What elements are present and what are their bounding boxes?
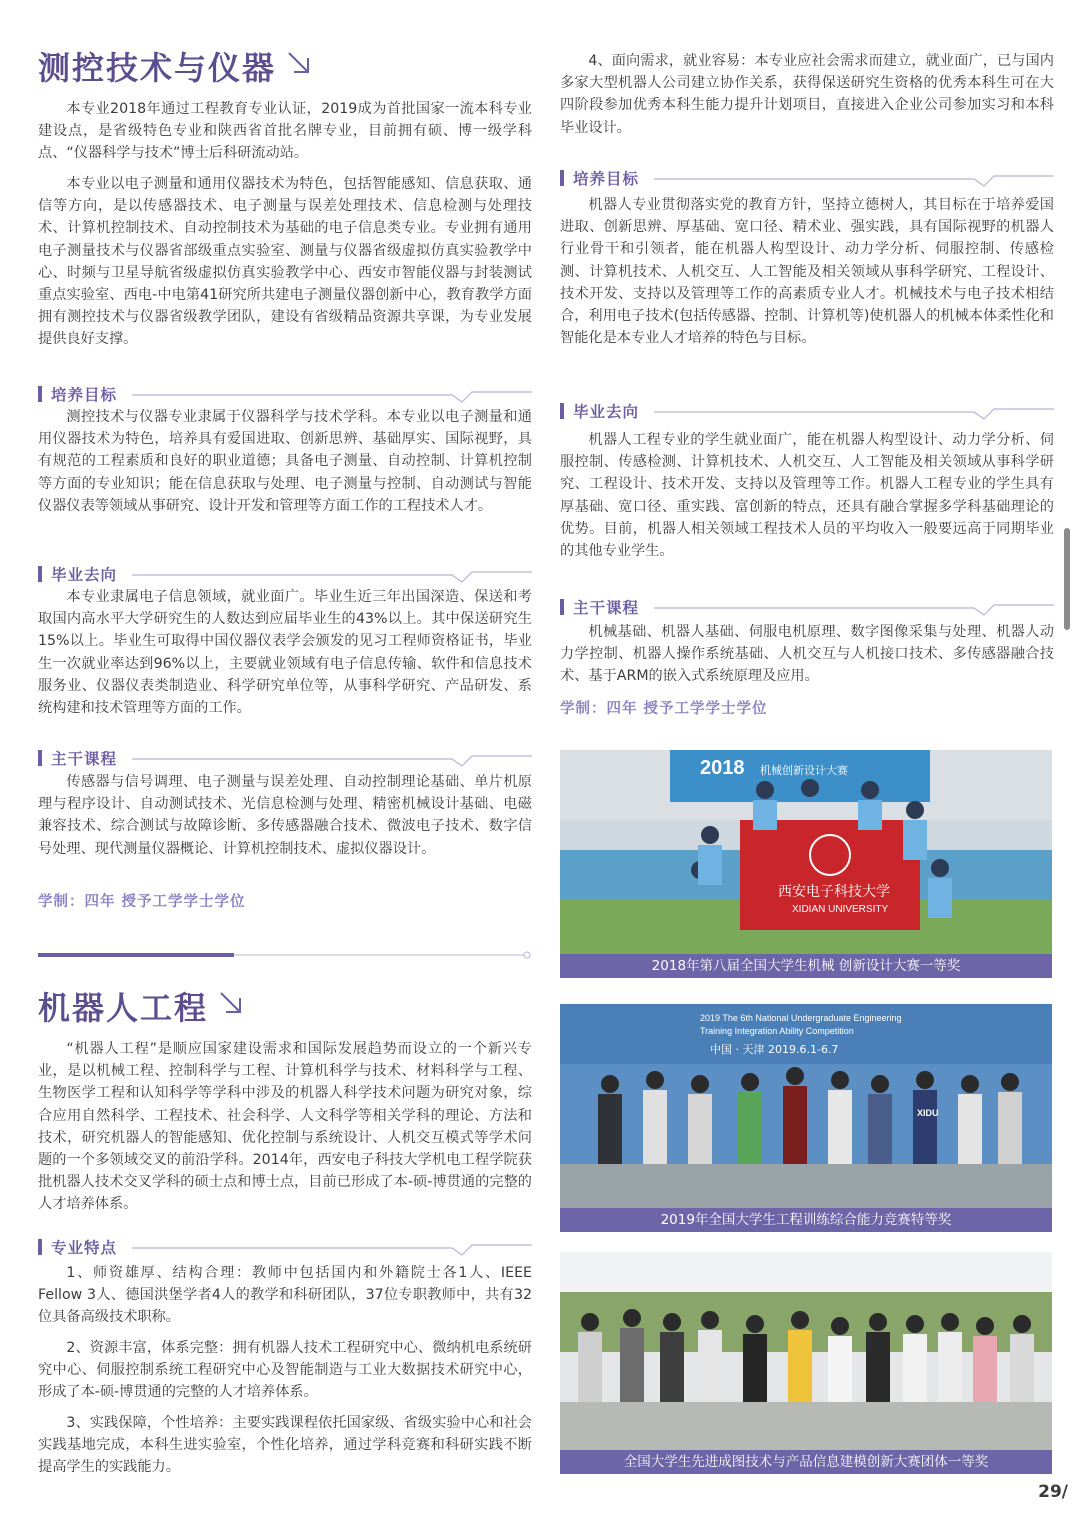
photo-caption: 2018年第八届全国大学生机械 创新设计大赛一等奖	[560, 954, 1052, 978]
award-photo	[560, 750, 1052, 978]
banner-text: 2019 The 6th National Undergraduate Engineering	[700, 1013, 902, 1023]
major-title-measurement	[38, 48, 312, 88]
section-text: 机械基础、机器人基础、伺服电机原理、数字图像采集与处理、机器人动力学控制、机器人操作系统基础、人机交互与人机接口技术、多传感器融合技术、基于ARM的嵌入式系统原理及应用。	[560, 624, 1054, 685]
section-rule-icon	[132, 750, 532, 768]
feature-paragraph: 2、资源丰富，体系完整：拥有机器人技术工程研究中心、微纳机电系统研究中心、伺服控制系统工程研究中心及智能制造与工业大数据技术研究中心，形成了本-硕-博贯通的完整的人才培养体系。	[38, 1340, 532, 1401]
award-photo-scene	[560, 750, 1052, 954]
major-title-text: 机器人工程	[38, 989, 209, 1027]
feature-paragraph: 3、实践保障，个性培养：主要实践课程依托国家级、省级实验中心和社会实践基地完成，本科生进实验室，个性化培养，通过学科竞赛和科研实践不断提高学生的实践能力。	[38, 1415, 532, 1476]
section-rule-icon	[132, 566, 532, 584]
section-rule-icon	[132, 1239, 532, 1257]
page-number: 29/	[1038, 1482, 1068, 1502]
photo-caption: 全国大学生先进成图技术与产品信息建模创新大赛团体一等奖	[560, 1450, 1052, 1474]
feature-paragraph: 1、师资雄厚、结构合理：教师中包括国内和外籍院士各1人、IEEE Fellow 3人、德国洪堡学者4人的教学和科研团队，37位专职教师中，共有32位具备高级技术职称。	[38, 1265, 532, 1326]
arrow-down-right-icon	[286, 48, 312, 88]
section-label: 培养目标	[51, 386, 118, 404]
section-header	[38, 747, 532, 769]
duration-degree: 学制：四年 授予工学学士学位	[560, 701, 768, 717]
robot-intro: “机器人工程”是顺应国家建设需求和国际发展趋势而设立的一个新兴专业，是以机械工程、控制科学与工程、计算机科学与技术、材料科学与工程、生物医学工程和认知科学等学科中涉及的机器人科学技术问题为研究对象，综合应用自然科学、工程技术、社会科学、人文科学等相关学科的理论、方法和技术，研究机器人的智能感知、优化控制与系统设计、人机交互模式等学术问题的一个多领域交叉的前沿学科。2014年，西安电子科技大学机电工程学院获批机器人技术交叉学科的硕士点和博士点，目前已形成了本-硕-博贯通的完整的人才培养体系。	[38, 1041, 532, 1213]
section-text: 本专业隶属电子信息领域，就业面广。毕业生近三年出国深造、保送和考取国内高水平大学研究生的人数达到应届毕业生的43%以上。其中保送研究生15%以上。毕业生可取得中国仪器仪表学会颁发的见习工程师资格证书，毕业生一次就业率达到96%以上，主要就业领域有电子信息传输、软件和信息技术服务业、仪器仪表类制造业、科学研究单位等，从事科学研究、产品研发、系统构建和技术管理等方面的工作。	[38, 589, 532, 717]
section-header	[560, 596, 1054, 618]
banner-subtitle: Training Integration Ability Competition	[700, 1026, 854, 1036]
section-bar	[38, 386, 42, 402]
section-text: 测控技术与仪器专业隶属于仪器科学与技术学科。本专业以电子测量和通用仪器技术为特色，培养具有爱国进取、创新思辨、基础厚实、国际视野，具有规范的工程素质和良好的职业道德；具备电子测量、自动控制、计算机控制等方面的专业知识；能在信息获取与处理、电子测量与控制、自动测试与智能仪器仪表等领域从事研究、设计开发和管理等方面工作的工程技术人才。	[38, 409, 532, 514]
section-label: 主干课程	[51, 750, 118, 768]
scrollbar[interactable]	[1064, 528, 1070, 630]
section-bar	[560, 599, 564, 615]
section-rule-icon	[132, 386, 532, 404]
award-photo-scene	[560, 1252, 1052, 1450]
section-rule-icon	[654, 403, 1054, 421]
section-rule-icon	[654, 170, 1054, 188]
banner-subtitle: 机械创新设计大赛	[760, 765, 848, 777]
section-text: 机器人工程专业的学生就业面广，能在机器人构型设计、动力学分析、伺服控制、传感检测、计算机技术、人机交互、人工智能及相关领域从事科学研究、工程设计、技术开发、支持以及管理等工作。机器人工程专业的学生具有厚基础、宽口径、重实践、富创新的特点，还具有融合掌握多学科基础理论的优势。目前，机器人相关领域工程技术人员的平均收入一般要远高于同期毕业的其他专业学生。	[560, 432, 1054, 560]
section-bar	[38, 566, 42, 582]
major-title-robotics	[38, 988, 244, 1028]
section-label: 专业特点	[51, 1239, 118, 1257]
section-header	[38, 563, 532, 585]
intro-paragraph: 本专业2018年通过工程教育专业认证，2019成为首批国家一流本科专业建设点，是省级特色专业和陕西省首批名牌专业，目前拥有硕、博一级学科点、“仪器科学与技术”博士后科研流动站。	[38, 101, 532, 162]
section-header	[560, 400, 1054, 422]
section-bar	[560, 403, 564, 419]
award-photo	[560, 1004, 1052, 1232]
award-photo	[560, 1252, 1052, 1474]
section-label: 培养目标	[573, 170, 640, 188]
banner-location: 中国 · 天津 2019.6.1-6.7	[710, 1043, 839, 1056]
duration-degree: 学制：四年 授予工学学士学位	[38, 894, 246, 910]
shirt-text: XIDU	[917, 1108, 939, 1118]
section-text: 传感器与信号调理、电子测量与误差处理、自动控制理论基础、单片机原理与程序设计、自动测试技术、光信息检测与处理、精密机械设计基础、电磁兼容技术、综合测试与故障诊断、多传感器融合技术、微波电子技术、数字信号处理、现代测量仪器概论、计算机控制技术、虚拟仪器设计。	[38, 774, 532, 857]
section-label: 主干课程	[573, 599, 640, 617]
section-label: 毕业去向	[51, 566, 118, 584]
banner-year: 2018	[700, 757, 745, 779]
feature-paragraph: 4、面向需求，就业容易：本专业应社会需求而建立，就业面广，已与国内多家大型机器人公司建立协作关系，获得保送研究生资格的优秀本科生可在大四阶段参加优秀本科生能力提升计划项目，直接进入企业公司参加实习和本科毕业设计。	[560, 53, 1054, 136]
section-header	[38, 383, 532, 405]
photo-caption: 2019年全国大学生工程训练综合能力竞赛特等奖	[560, 1208, 1052, 1232]
flag-subtext: XIDIAN UNIVERSITY	[792, 904, 889, 915]
section-text: 机器人专业贯彻落实党的教育方针，坚持立德树人，其目标在于培养爱国进取、创新思辨、厚基础、宽口径、精术业、强实践，具有国际视野的机器人行业骨干和引领者，能在机器人构型设计、动力学分析、伺服控制、传感检测、计算机技术、人机交互、人工智能及相关领域从事科学研究、工程设计、技术开发、支持以及管理等工作的高素质专业人才。机械技术与电子技术相结合，利用电子技术(包括传感器、控制、计算机等)使机器人的机械本体柔性化和智能化是本专业人才培养的特色与目标。	[560, 197, 1054, 347]
award-photo-scene	[560, 1004, 1052, 1208]
intro-paragraph: 本专业以电子测量和通用仪器技术为特色，包括智能感知、信息获取、通信等方向，是以传感器技术、电子测量与误差处理技术、信息检测与处理技术、计算机控制技术、自动控制技术为基础的电子信息类专业。专业拥有通用电子测量技术与仪器省部级重点实验室、测量与仪器省级虚拟仿真实验教学中心、时频与卫星导航省级虚拟仿真实验教学中心、西安市智能仪器与封装测试重点实验室、西电-中电第41研究所共建电子测量仪器创新中心，教育教学方面拥有测控技术与仪器省级教学团队，建设有省级精品资源共享课，为专业发展提供良好支撑。	[38, 176, 532, 348]
section-rule-icon	[654, 599, 1054, 617]
major-title-text: 测控技术与仪器	[38, 49, 277, 87]
section-header	[38, 1236, 532, 1258]
section-bar	[38, 1239, 42, 1255]
section-bar	[38, 750, 42, 766]
section-bar	[560, 170, 564, 186]
section-label: 毕业去向	[573, 403, 640, 421]
divider-line	[38, 951, 532, 959]
arrow-down-right-icon	[218, 988, 244, 1028]
section-header	[560, 167, 1054, 189]
flag-text: 西安电子科技大学	[778, 884, 890, 900]
